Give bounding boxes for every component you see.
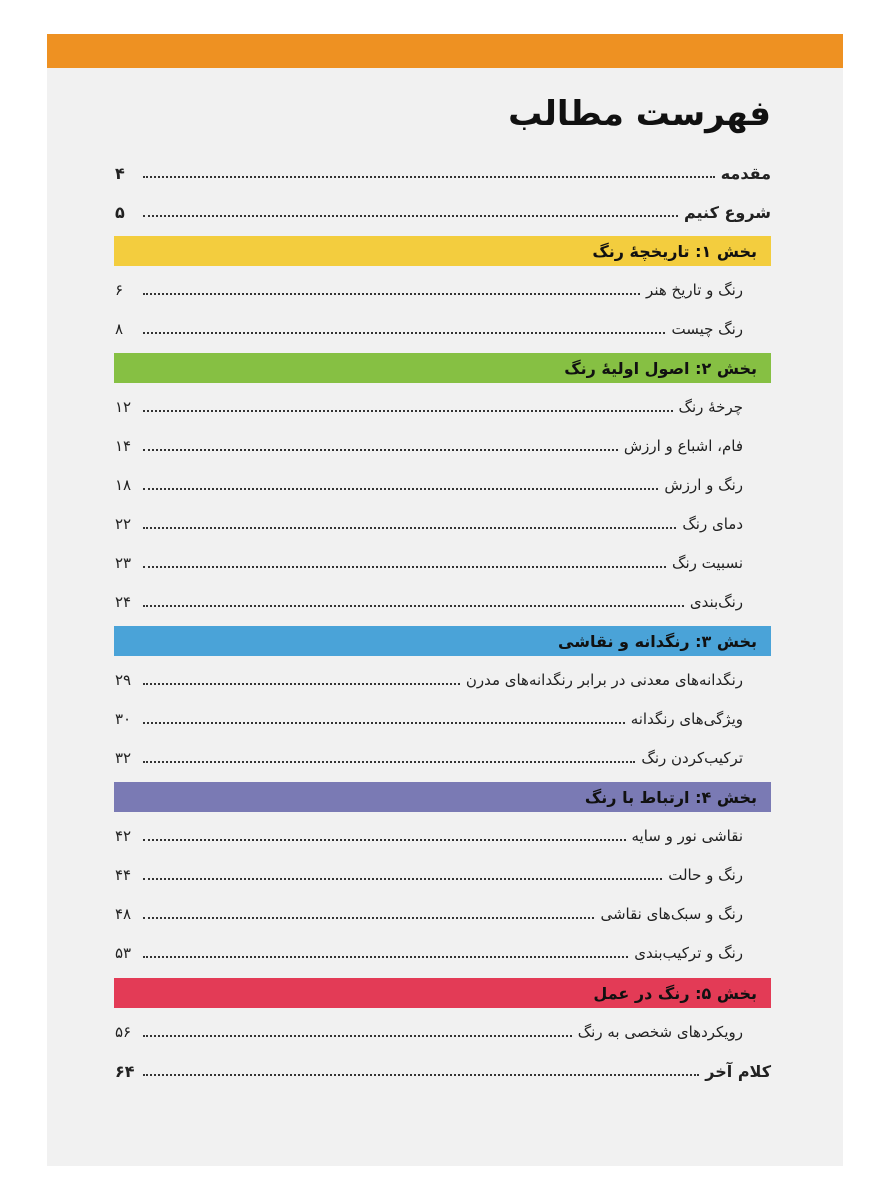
dot-leader — [143, 431, 618, 461]
entry-label: رنگ‌بندی — [689, 593, 743, 611]
dot-leader — [143, 821, 626, 851]
entry-page-number: ۸ — [115, 320, 124, 338]
toc-entry[interactable] — [115, 938, 771, 968]
toc-entry-start[interactable] — [115, 197, 771, 227]
entry-label: ترکیب‌کردن رنگ — [641, 749, 743, 767]
dot-leader — [143, 275, 640, 305]
dot-leader — [143, 197, 678, 227]
entry-label: کلام آخر — [705, 1061, 771, 1081]
entry-page-number: ۳۰ — [115, 710, 132, 728]
entry-page-number: ۵ — [115, 202, 125, 222]
dot-leader — [143, 1056, 699, 1086]
entry-label: مقدمه — [720, 163, 771, 183]
entry-label: شروع کنیم — [683, 202, 771, 222]
section-title: بخش ۳: رنگدانه و نقاشی — [558, 631, 757, 651]
dot-leader — [143, 899, 594, 929]
toc-entry[interactable] — [115, 665, 771, 695]
section-heading-4[interactable] — [114, 782, 771, 812]
dot-leader — [143, 1017, 572, 1047]
entry-page-number: ۳۲ — [115, 749, 132, 767]
entry-page-number: ۶ — [115, 281, 124, 299]
toc-entry-epilogue[interactable] — [115, 1056, 771, 1086]
toc-entry[interactable] — [115, 743, 771, 773]
toc-entry-intro[interactable] — [115, 158, 771, 188]
dot-leader — [143, 548, 666, 578]
entry-page-number: ۲۲ — [115, 515, 132, 533]
toc-entry[interactable] — [115, 587, 771, 617]
entry-label: نسبیت رنگ — [672, 554, 743, 572]
entry-page-number: ۴ — [115, 163, 125, 183]
entry-page-number: ۱۸ — [115, 476, 132, 494]
page-title: فهرست مطالب — [508, 94, 771, 134]
entry-label: رنگ و سبک‌های نقاشی — [600, 905, 743, 923]
entry-page-number: ۲۹ — [115, 671, 132, 689]
entry-page-number: ۲۳ — [115, 554, 132, 572]
entry-page-number: ۲۴ — [115, 593, 132, 611]
dot-leader — [143, 860, 662, 890]
entry-page-number: ۶۴ — [115, 1061, 135, 1081]
entry-page-number: ۴۸ — [115, 905, 132, 923]
entry-label: رویکردهای شخصی به رنگ — [577, 1023, 743, 1041]
dot-leader — [143, 392, 673, 422]
toc-entry[interactable] — [115, 860, 771, 890]
dot-leader — [143, 314, 665, 344]
toc-page — [47, 34, 843, 1166]
toc-entry[interactable] — [115, 704, 771, 734]
entry-label: رنگ چیست — [671, 320, 743, 338]
entry-label: رنگدانه‌های معدنی در برابر رنگدانه‌های مدرن — [465, 671, 743, 689]
dot-leader — [143, 509, 676, 539]
toc-entry[interactable] — [115, 548, 771, 578]
entry-label: رنگ و ترکیب‌بندی — [634, 944, 743, 962]
entry-label: رنگ و حالت — [668, 866, 743, 884]
section-title: بخش ۵: رنگ در عمل — [593, 983, 757, 1003]
entry-page-number: ۵۶ — [115, 1023, 132, 1041]
entry-label: رنگ و ارزش — [664, 476, 743, 494]
dot-leader — [143, 743, 635, 773]
entry-label: ویژگی‌های رنگدانه — [630, 710, 743, 728]
toc-entry[interactable] — [115, 431, 771, 461]
dot-leader — [143, 587, 684, 617]
dot-leader — [143, 470, 658, 500]
entry-label: نقاشی نور و سایه — [631, 827, 743, 845]
entry-page-number: ۱۴ — [115, 437, 132, 455]
section-heading-5[interactable] — [114, 978, 771, 1008]
entry-page-number: ۱۲ — [115, 398, 132, 416]
entry-page-number: ۵۳ — [115, 944, 132, 962]
entry-page-number: ۴۲ — [115, 827, 132, 845]
toc-entry[interactable] — [115, 509, 771, 539]
toc-entry[interactable] — [115, 821, 771, 851]
section-heading-2[interactable] — [114, 353, 771, 383]
entry-page-number: ۴۴ — [115, 866, 132, 884]
top-color-bar — [47, 34, 843, 68]
section-heading-3[interactable] — [114, 626, 771, 656]
entry-label: چرخهٔ رنگ — [678, 398, 743, 416]
dot-leader — [143, 665, 460, 695]
toc-entry[interactable] — [115, 314, 771, 344]
dot-leader — [143, 704, 625, 734]
toc-entry[interactable] — [115, 392, 771, 422]
section-title: بخش ۴: ارتباط با رنگ — [584, 787, 757, 807]
toc-entry[interactable] — [115, 899, 771, 929]
section-title: بخش ۲: اصول اولیهٔ رنگ — [564, 358, 757, 378]
entry-label: دمای رنگ — [682, 515, 743, 533]
entry-label: فام، اشباع و ارزش — [623, 437, 743, 455]
toc-entry[interactable] — [115, 275, 771, 305]
toc-entry[interactable] — [115, 1017, 771, 1047]
section-heading-1[interactable] — [114, 236, 771, 266]
dot-leader — [143, 158, 715, 188]
toc-entry[interactable] — [115, 470, 771, 500]
section-title: بخش ۱: تاریخچهٔ رنگ — [592, 241, 757, 261]
entry-label: رنگ و تاریخ هنر — [646, 281, 743, 299]
dot-leader — [143, 938, 628, 968]
